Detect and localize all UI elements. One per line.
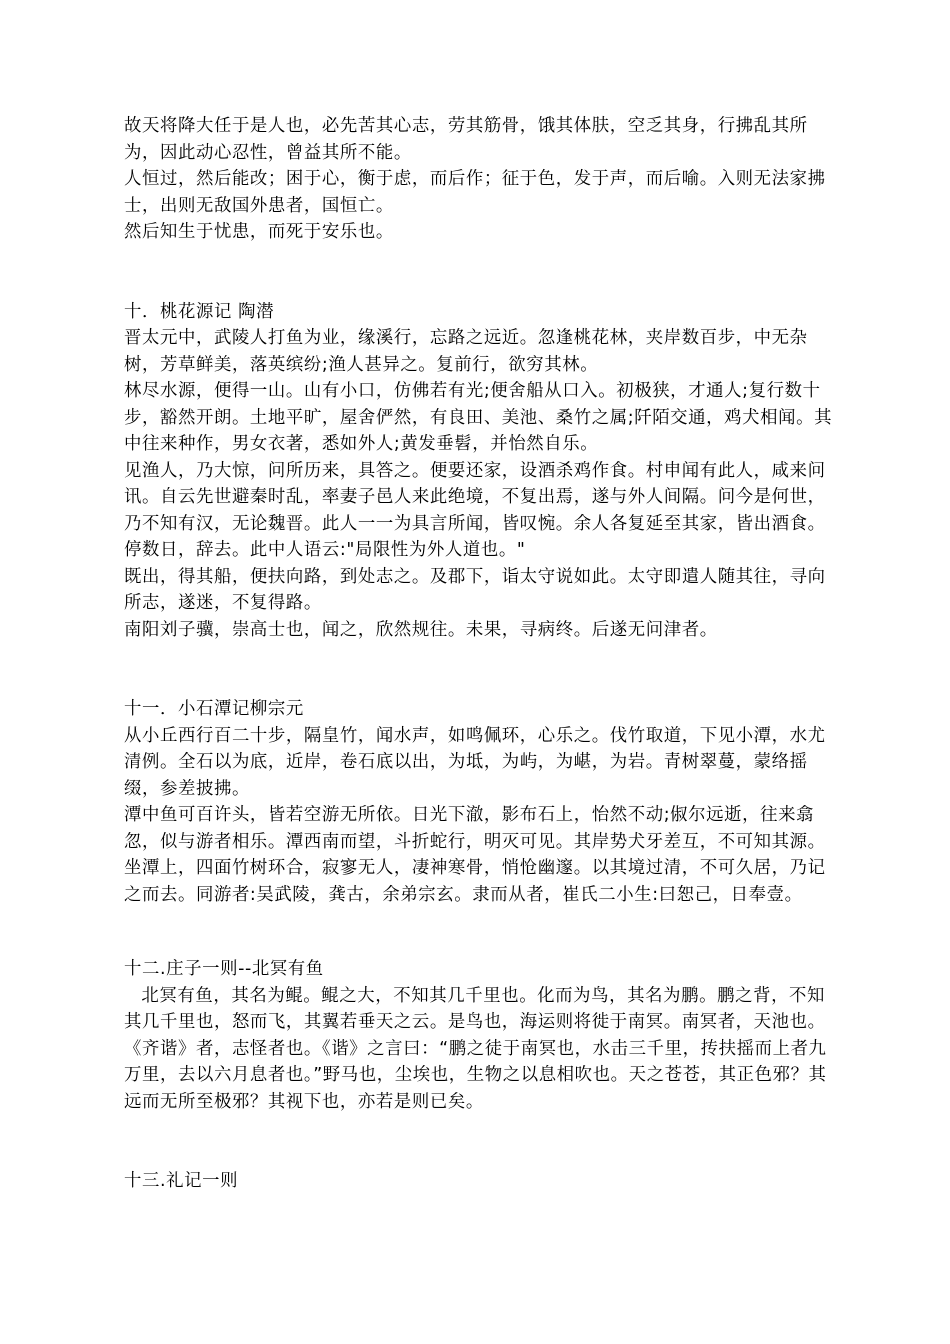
section-liji — [124, 1168, 836, 1195]
paragraph: 晋太元中，武陵人打鱼为业，缘溪行，忘路之远近。忽逢桃花林，夹岸数百步，中无杂树，芳草鲜美，落英缤纷;渔人甚异之。复前行，欲穷其林。 — [124, 328, 808, 375]
paragraph: 从小丘西行百二十步，隔皇竹，闻水声，如鸣佩环，心乐之。伐竹取道，下见小潭，水尤清例。全石以为底，近岸，卷石底以出，为坻，为屿，为嵁，为岩。青树翠蔓，蒙络摇缀，参差披拂。 — [124, 725, 826, 799]
paragraph: 林尽水源，便得一山。山有小口，仿佛若有光;便舍船从口入。初极狭，才通人;复行数十步，豁然开朗。土地平旷，屋舍俨然，有良田、美池、桑竹之属;阡陌交通，鸡犬相闻。其中往来种作，男女衣著，悉如外人;黄发垂髫，并怡然自乐。 — [124, 381, 833, 454]
section-peach-blossom — [124, 299, 836, 644]
document-page — [124, 113, 836, 1195]
paragraph: 既出，得其船，便扶向路，到处志之。及郡下，诣太守说如此。太守即遣人随其往，寻向所志，遂迷，不复得路。 — [124, 566, 826, 613]
paragraph: 然后知生于忧患，而死于安乐也。 — [124, 222, 394, 242]
section-heading: 十一．小石潭记柳宗元 — [124, 699, 304, 719]
section-small-stone-pond — [124, 696, 836, 908]
paragraph: 坐潭上，四面竹树环合，寂寥无人，凄神寒骨，悄怆幽邃。以其境过清，不可久居，乃记之而去。同游者:吴武陵，龚古，余弟宗玄。隶而从者，崔氏二小生:曰恕己，日奉壹。 — [124, 858, 826, 905]
section-prev — [124, 113, 836, 246]
section-heading: 十三.礼记一则 — [124, 1171, 239, 1191]
section-heading: 十．桃花源记 陶潜 — [124, 301, 275, 322]
paragraph: 南阳刘子骥，崇高士也，闻之，欣然规往。未果，寻病终。后遂无问津者。 — [124, 619, 718, 640]
paragraph: 故天将降大任于是人也，必先苦其心志，劳其筋骨，饿其体肤，空乏其身，行拂乱其所为，因此动心忍性，曾益其所不能。 — [124, 116, 808, 163]
paragraph: 潭中鱼可百许头，皆若空游无所依。日光下澈，影布石上，怡然不动;俶尔远逝，往来翕忽，似与游者相乐。潭西南而望，斗折蛇行，明灭可见。其岸势犬牙差互，不可知其源。 — [124, 805, 826, 852]
paragraph: 人恒过，然后能改；困于心，衡于虑，而后作；征于色，发于声，而后喻。入则无法家拂士，出则无敌国外患者，国恒亡。 — [124, 169, 826, 216]
paragraph: 见渔人，乃大惊，问所历来，具答之。便要还家，设酒杀鸡作食。村申闻有此人，咸来问讯。自云先世避秦时乱，率妻子邑人来此绝境，不复出焉，遂与外人间隔。问今是何世，乃不知有汉，无论魏晋。此人一一为具言所闻，皆叹惋。余人各复延至其家，皆出酒食。停数日，辞去。此中人语云:"局限性为外人道也。" — [124, 460, 826, 560]
section-zhuangzi — [124, 956, 836, 1115]
section-heading: 十二.庄子一则--北冥有鱼 — [124, 959, 324, 979]
paragraph: 北冥有鱼，其名为鲲。鲲之大，不知其几千里也。化而为鸟，其名为鹏。鹏之背，不知其几千里也，怒而飞，其翼若垂天之云。是鸟也，海运则将徙于南冥。南冥者，天池也。《齐谐》者，志怪者也。《谐》之言曰：“鹏之徒于南冥也，水击三千里，抟扶摇而上者九万里，去以六月息者也。”野马也，尘埃也，生物之以息相吹也。天之苍苍，其正色邪？其远而无所至极邪？其视下也，亦若是则已矣。 — [124, 985, 827, 1112]
